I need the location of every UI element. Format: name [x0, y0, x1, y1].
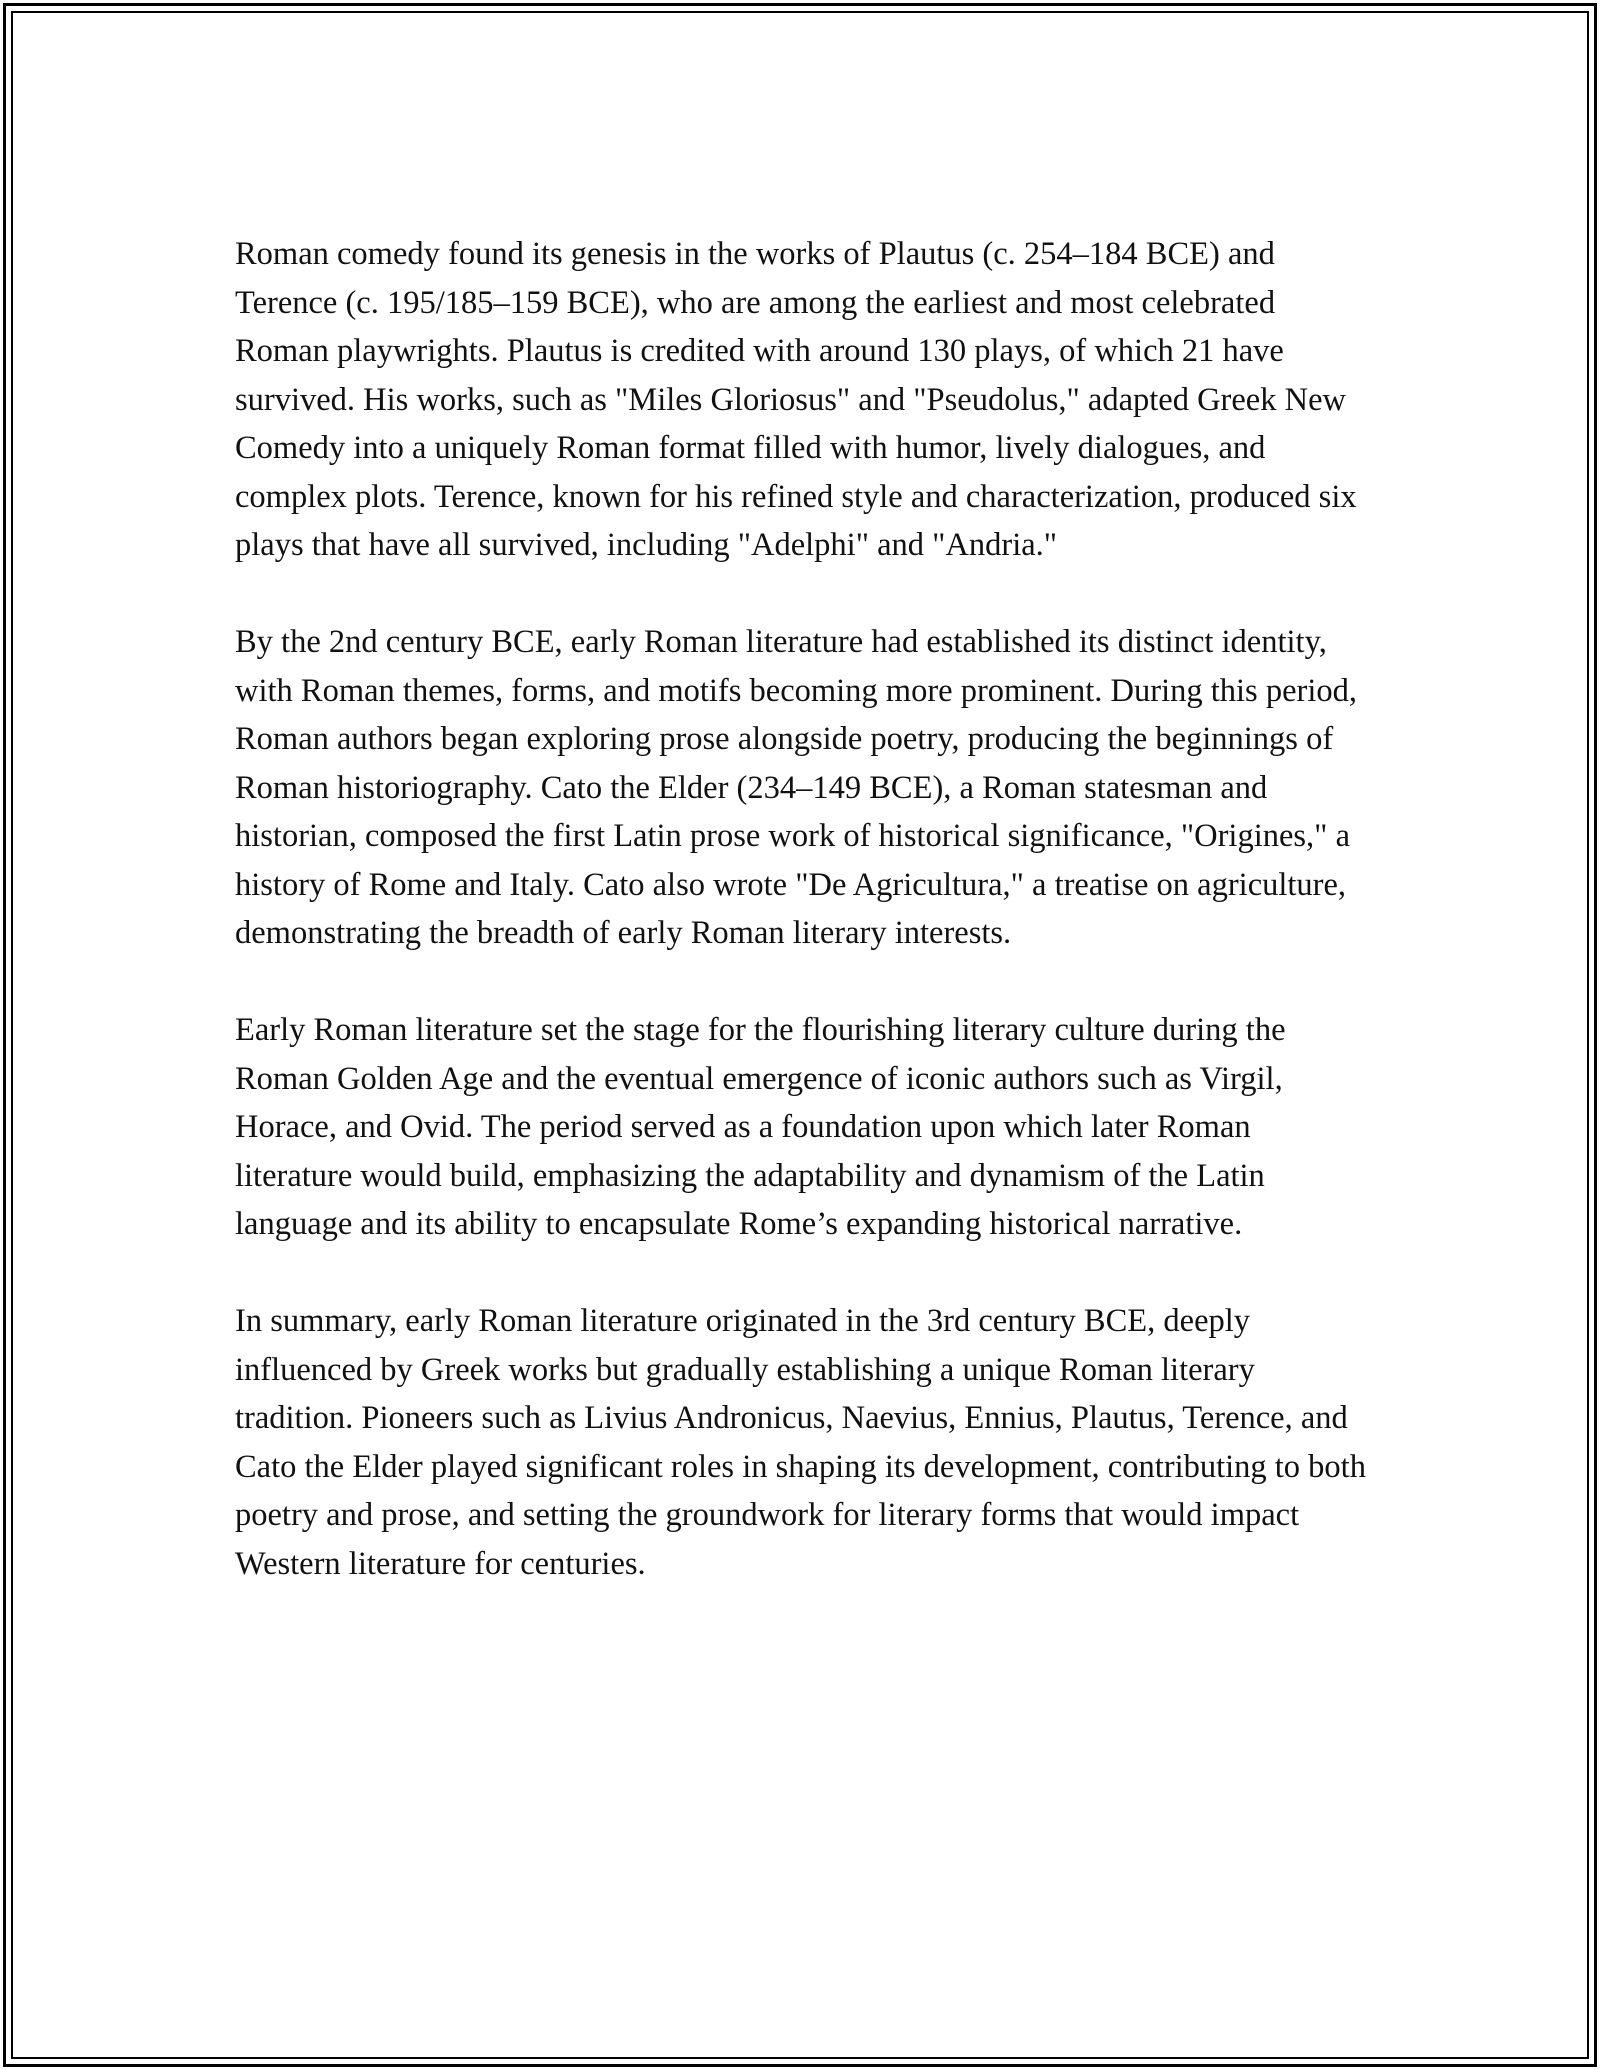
- paragraph-roman-comedy: Roman comedy found its genesis in the works of Plautus (c. 254–184 BCE) and Terence (c. 195/185–159 BCE), who are among the earliest and most celebrated Roman playwrights. Plautus is credited with around 130 plays, of which 21 have survived. His works, such as "Miles Gloriosus" and "Pseudolus," adapted Greek New Comedy into a uniquely Roman format filled with humor, lively dialogues, and complex plots. Terence, known for his refined style and characterization, produced six plays that have all survived, including "Adelphi" and "Andria.": [235, 236, 1357, 563]
- paragraph-summary: In summary, early Roman literature originated in the 3rd century BCE, deeply influenced by Greek works but gradually establishing a unique Roman literary tradition. Pioneers such as Livius Andronicus, Naevius, Ennius, Plautus, Terence, and Cato the Elder played significant roles in shaping its development, contributing to both poetry and prose, and setting the groundwork for literary forms that would impact Western literature for centuries.: [235, 1303, 1366, 1582]
- paragraph-second-century: By the 2nd century BCE, early Roman literature had established its distinct identity, with Roman themes, forms, and motifs becoming more prominent. During this period, Roman authors began exploring prose alongside poetry, producing the beginnings of Roman historiography. Cato the Elder (234–149 BCE), a Roman statesman and historian, composed the first Latin prose work of historical significance, "Origines," a history of Rome and Italy. Cato also wrote "De Agricultura," a treatise on agriculture, demonstrating the breadth of early Roman literary interests.: [235, 624, 1357, 951]
- paragraph-golden-age: Early Roman literature set the stage for the flourishing literary culture during the Roman Golden Age and the eventual emergence of iconic authors such as Virgil, Horace, and Ovid. The period served as a foundation upon which later Roman literature would build, emphasizing the adaptability and dynamism of the Latin language and its ability to encapsulate Rome’s expanding historical narrative.: [235, 1012, 1286, 1242]
- document-body: [235, 230, 1375, 1637]
